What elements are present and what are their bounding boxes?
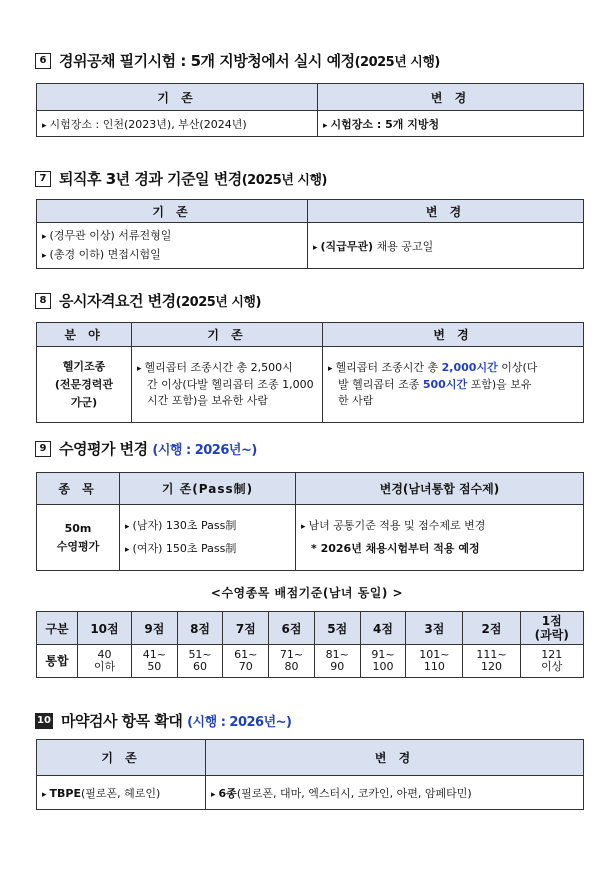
- before-line-1: ▸ (경무관 이상) 서류전형일: [42, 227, 302, 246]
- header-before: 기 존: [37, 740, 206, 776]
- section-8-table: [36, 322, 584, 423]
- before-cell: [37, 223, 308, 269]
- section-8-heading: [35, 290, 261, 311]
- section-number: 10: [35, 713, 53, 729]
- field-cell: 헬기조종 (전문경력관 가군): [37, 347, 132, 423]
- header-after: 변 경: [318, 84, 584, 111]
- section-9-table: [36, 472, 584, 571]
- section-7-table: [36, 199, 584, 269]
- section-10-heading: [35, 710, 292, 731]
- section-number: 7: [35, 171, 51, 187]
- section-title: 경위공채 필기시험 : 5개 지방청에서 실시 예정: [59, 52, 355, 70]
- section-period: (시행 : 2026년~): [152, 443, 257, 458]
- after-cell: ▸ 시험장소 : 5개 지방청: [318, 111, 584, 137]
- header-after: 변경(남녀통합 점수제): [296, 473, 584, 505]
- section-10-table: [36, 739, 584, 810]
- section-period: (2025년 시행): [354, 55, 440, 70]
- header-after: 변 경: [308, 200, 584, 223]
- section-title: 마약검사 항목 확대: [61, 712, 183, 730]
- header-after: 변 경: [206, 740, 584, 776]
- section-7-heading: [35, 168, 327, 189]
- scoring-table: 구분 10점 9점 8점 7점 6점 5점 4점 3점 2점 1점 (과락) 통합 40 이하 41~ 50 51~ 60 61~ 70 71~ 80 81~ 90 91~ 100 101~ 110 111~ 120 121 이상: [36, 611, 584, 678]
- section-title: 퇴직후 3년 경과 기준일 변경: [59, 170, 242, 188]
- section-number: 8: [35, 293, 51, 309]
- section-period: (2025년 시행): [241, 173, 327, 188]
- before-cell: ▸ TBPE(필로폰, 헤로인): [37, 776, 206, 810]
- section-6-table: [36, 83, 584, 137]
- section-period: (2025년 시행): [175, 295, 261, 310]
- section-9-heading: [35, 438, 257, 459]
- section-title: 수영평가 변경: [59, 440, 148, 458]
- header-before: 기 존: [37, 200, 308, 223]
- section-period: (시행 : 2026년~): [187, 715, 292, 730]
- header-before: 기 존(Pass制): [120, 473, 296, 505]
- before-cell: ▸ (남자) 130초 Pass制 ▸ (여자) 150초 Pass制: [120, 505, 296, 571]
- after-cell: ▸ 헬리콥터 조종시간 총 2,000시간 이상(다 발 헬리콥터 조종 500시간 포함)을 보유 한 사람: [323, 347, 584, 423]
- section-6-heading: [35, 50, 440, 71]
- header-before: 기 존: [37, 84, 318, 111]
- row-label: 통합: [37, 645, 78, 678]
- header-before: 기 존: [132, 323, 323, 347]
- scoring-caption: <수영종목 배점기준(남녀 동일) >: [210, 586, 404, 600]
- after-prefix: (직급무관): [320, 239, 374, 253]
- section-number: 9: [35, 441, 51, 457]
- header-after: 변 경: [323, 323, 584, 347]
- after-cell: ▸ 6종(필로폰, 대마, 엑스터시, 코카인, 아편, 암페타민): [206, 776, 584, 810]
- field-cell: 50m 수영평가: [37, 505, 120, 571]
- before-line-2: ▸ (총경 이하) 면접시험일: [42, 246, 302, 265]
- section-number: 6: [35, 53, 51, 69]
- before-cell: ▸ 헬리콥터 조종시간 총 2,500시 간 이상(다발 헬리콥터 조종 1,000 시간 포함)을 보유한 사람: [132, 347, 323, 423]
- header-field: 종 목: [37, 473, 120, 505]
- header-field: 분 야: [37, 323, 132, 347]
- before-cell: ▸ 시험장소 : 인천(2023년), 부산(2024년): [37, 111, 318, 137]
- section-title: 응시자격요건 변경: [59, 292, 176, 310]
- after-cell: [308, 223, 584, 269]
- after-rest: 채용 공고일: [373, 239, 434, 253]
- after-cell: ▸ 남녀 공통기준 적용 및 점수제로 변경 * 2026년 채용시험부터 적용 예정: [296, 505, 584, 571]
